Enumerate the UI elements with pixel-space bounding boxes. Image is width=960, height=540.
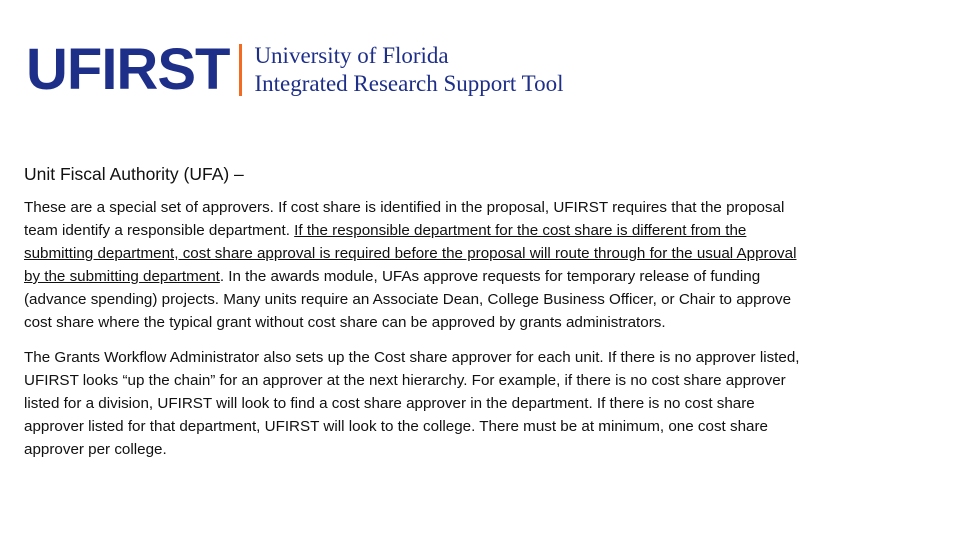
- ufa-description-intro: These are a special set of approvers. If cost share is identified in the proposal, UFIRST requires that the proposal team identify a responsible department.: [24, 199, 785, 239]
- logo-mark: UFIRST: [26, 37, 230, 102]
- logo-line-university: University of Florida: [254, 43, 449, 68]
- logo-text: [254, 42, 563, 98]
- ufa-description: [24, 196, 814, 334]
- main-content: [24, 162, 814, 473]
- workflow-description: The Grants Workflow Administrator also sets up the Cost share approver for each unit. If there is no approver listed, UFIRST looks “up the chain” for an approver at the next hierarchy. For example, if there is no cost share approver listed for a division, UFIRST will look to find a cost share approver in the department. If there is no cost share approver listed for that department, UFIRST will look to the college. There must be at minimum, one cost share approver per college.: [24, 349, 800, 458]
- ufirst-logo: [26, 37, 564, 102]
- ufa-description-emphasis: If the responsible department for the cost share is different from the submitting department, cost share approval is required before the proposal will route through for the usual Approval by the submitting department: [24, 222, 797, 285]
- logo-line-tool: Integrated Research Support Tool: [254, 71, 564, 96]
- ufa-description-rest: . In the awards module, UFAs approve requests for temporary release of funding (advance spending) projects. Many units require an Associate Dean, College Business Officer, or Chair to approve cost share where the typical grant without cost share can be approved by grants administrators.: [24, 268, 792, 331]
- section-title: Unit Fiscal Authority (UFA) –: [24, 164, 244, 184]
- logo-divider: [239, 44, 242, 96]
